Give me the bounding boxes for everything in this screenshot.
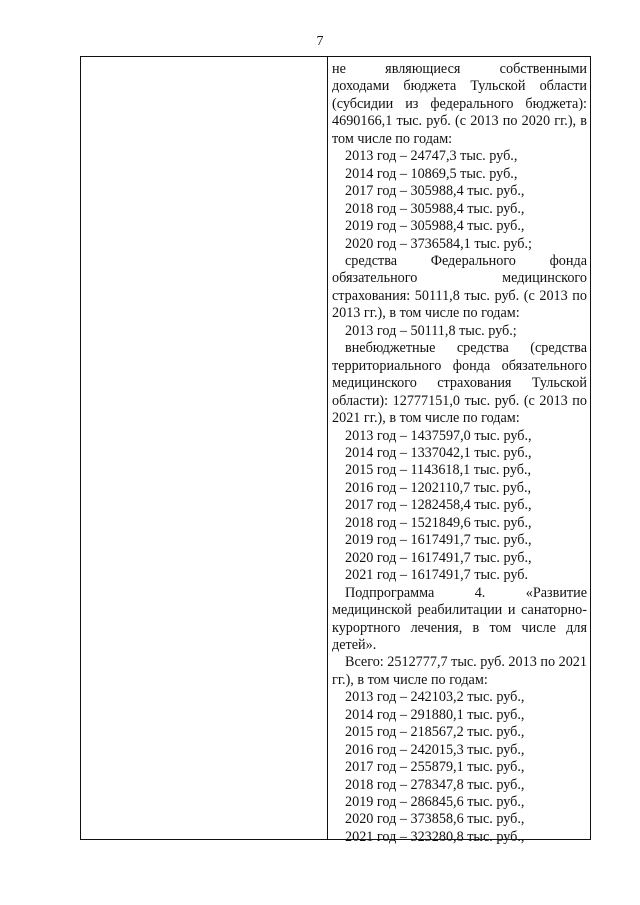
year-line: 2017 год – 1282458,4 тыс. руб.,: [345, 497, 532, 514]
year-line: 2019 год – 305988,4 тыс. руб.,: [345, 218, 525, 235]
total-years: [332, 689, 587, 846]
column-divider: [327, 57, 328, 839]
table-left-cell: [81, 57, 327, 839]
table-right-cell: [332, 61, 587, 846]
year-line: 2020 год – 1617491,7 тыс. руб.,: [345, 549, 532, 566]
year-line: 2014 год – 291880,1 тыс. руб.,: [345, 706, 525, 723]
year-line: 2021 год – 323280,8 тыс. руб.,: [345, 828, 525, 845]
year-line: 2014 год – 1337042,1 тыс. руб.,: [345, 444, 532, 461]
tfoms-years: [332, 428, 587, 585]
year-line: 2019 год – 286845,6 тыс. руб.,: [345, 794, 525, 811]
subprogram-title: Подпрограмма 4. «Развитие медицинской реабилитации и санаторно-курортного лечения, в том числе для детей».: [332, 584, 587, 653]
year-line: 2014 год – 10869,5 тыс. руб.,: [345, 165, 518, 182]
year-line: 2020 год – 373858,6 тыс. руб.,: [345, 811, 525, 828]
year-line: 2017 год – 305988,4 тыс. руб.,: [345, 183, 525, 200]
year-line: 2019 год – 1617491,7 тыс. руб.,: [345, 532, 532, 549]
federal-text: доходами бюджета Тульской области (субсидии из федерального бюджета): 4690166,1 тыс. руб. (с 2013 по 2020 гг.), в том числе по годам:: [332, 78, 587, 147]
year-line: 2013 год – 24747,3 тыс. руб.,: [345, 148, 518, 165]
ffoms-years: [332, 323, 587, 340]
federal-line1: не являющиеся собственными: [332, 61, 587, 77]
year-line: 2013 год – 1437597,0 тыс. руб.,: [345, 427, 532, 444]
year-line: 2020 год – 3736584,1 тыс. руб.;: [345, 235, 532, 252]
year-line: 2016 год – 1202110,7 тыс. руб.,: [345, 479, 532, 496]
year-line: 2013 год – 50111,8 тыс. руб.;: [345, 322, 517, 339]
total-text: Всего: 2512777,7 тыс. руб. 2013 по 2021 гг.), в том числе по годам:: [332, 654, 587, 688]
funding-table: [80, 56, 591, 845]
year-line: 2018 год – 1521849,6 тыс. руб.,: [345, 514, 532, 531]
year-line: 2013 год – 242103,2 тыс. руб.,: [345, 689, 525, 706]
year-line: 2015 год – 218567,2 тыс. руб.,: [345, 724, 525, 741]
tfoms-text: внебюджетные средства (средства территориального фонда обязательного медицинского страхования Тульской области): 12777151,0 тыс. руб. (с 2013 по 2021 гг.), в том числе по годам:: [332, 340, 587, 427]
ffoms-text: средства Федерального фонда обязательного медицинского страхования: 50111,8 тыс. руб. (с 2013 по 2013 гг.), в том числе по годам:: [332, 252, 587, 322]
year-line: 2017 год – 255879,1 тыс. руб.,: [345, 759, 525, 776]
year-line: 2018 год – 305988,4 тыс. руб.,: [345, 200, 525, 217]
federal-years: [332, 148, 587, 253]
year-line: 2015 год – 1143618,1 тыс. руб.,: [345, 462, 532, 479]
year-line: 2018 год – 278347,8 тыс. руб.,: [345, 776, 525, 793]
year-line: 2021 год – 1617491,7 тыс. руб.: [345, 567, 529, 584]
year-line: 2016 год – 242015,3 тыс. руб.,: [345, 741, 525, 758]
page-number: 7: [316, 34, 324, 49]
